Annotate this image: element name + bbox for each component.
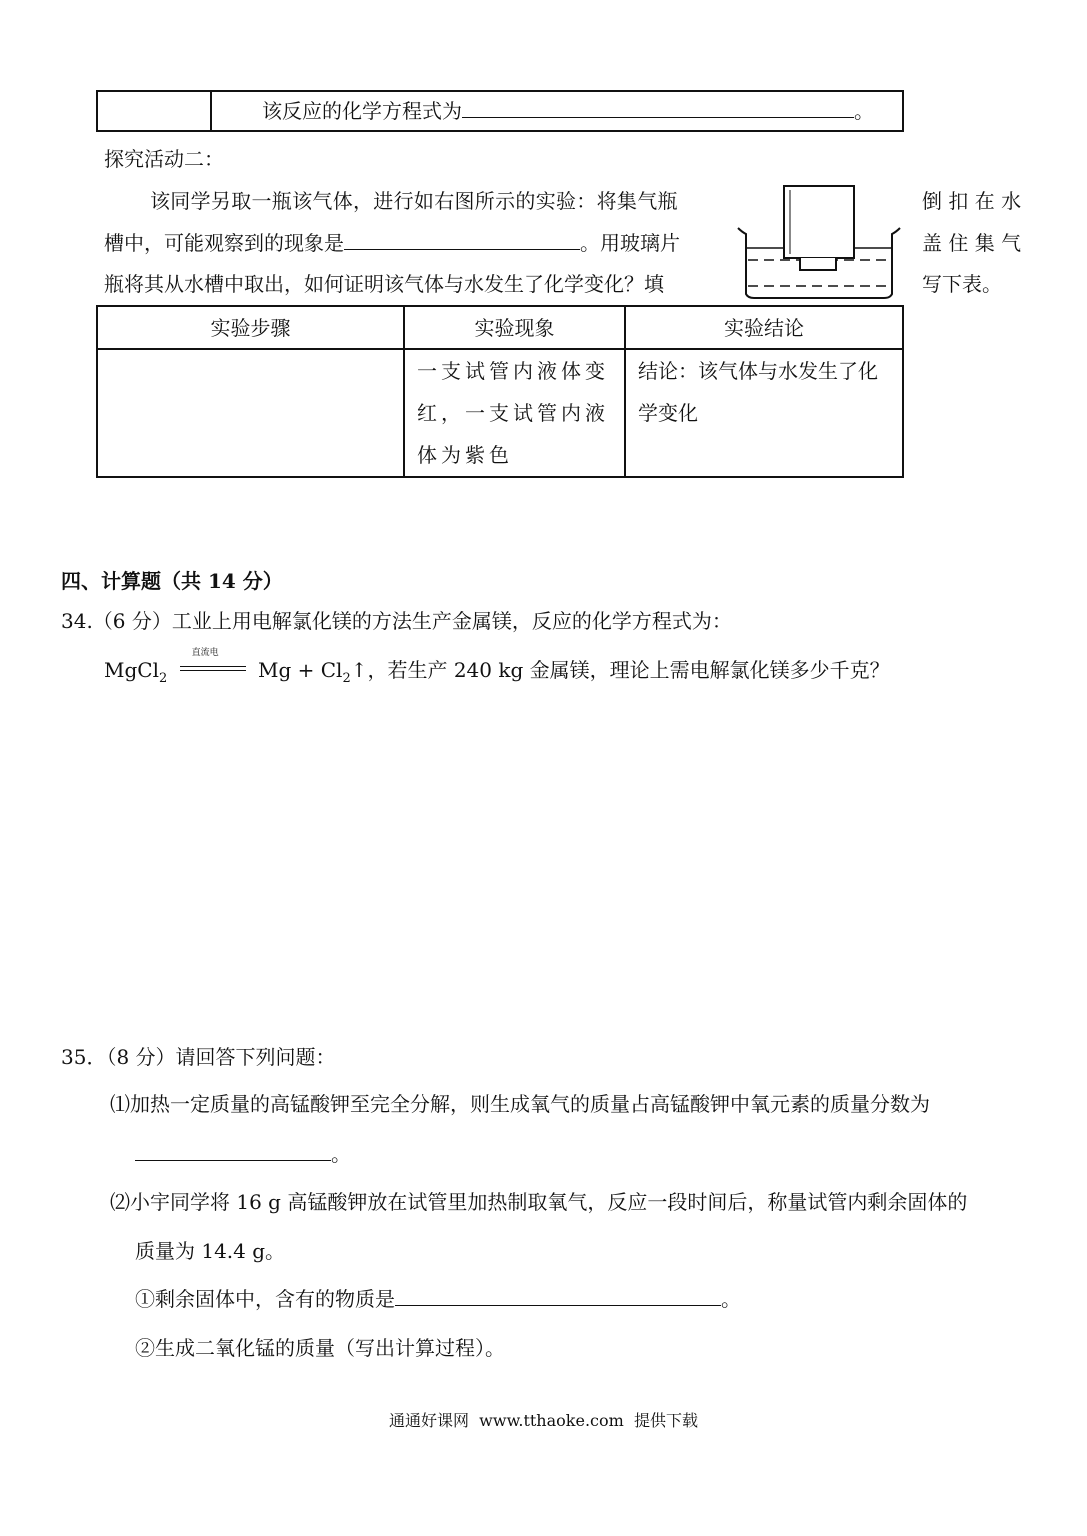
q35-part1: ⑴加热一定质量的高锰酸钾至完全分解，则生成氧气的质量占高锰酸钾中氧元素的质量分数为 bbox=[110, 1092, 930, 1116]
q34-line1: 34.（6 分）工业上用电解氯化镁的方法生产金属镁，反应的化学方程式为： bbox=[61, 609, 732, 633]
header-conclusion: 实验结论 bbox=[625, 306, 903, 349]
activity2-line3: 瓶将其从水槽中取出，如何证明该气体与水发生了化学变化？填 bbox=[104, 272, 664, 296]
q35-line1: 35．（8 分）请回答下列问题： bbox=[61, 1045, 336, 1069]
activity2-line1: 该同学另取一瓶该气体，进行如右图所示的实验：将集气瓶 bbox=[150, 189, 678, 213]
q34-equation: MgCl$_2$ 直流电 $Mg + Cl_2↑$，若生产 240 kg 金属镁，理论上需电解氯化镁多少千克？ bbox=[104, 648, 890, 686]
equation-prompt: 该反应的化学方程式为 bbox=[262, 99, 462, 123]
fraction-blank[interactable] bbox=[135, 1142, 331, 1161]
equation-blank[interactable] bbox=[462, 99, 854, 118]
activity2-title: 探究活动二： bbox=[104, 147, 224, 171]
cell-step[interactable] bbox=[97, 349, 404, 477]
cell-conclusion: 结论：该气体与水发生了化学变化 bbox=[625, 349, 903, 477]
q35-part2-line1: ⑵小宇同学将 16 g 高锰酸钾放在试管里加热制取氧气，反应一段时间后，称量试管内剩余固体的 bbox=[110, 1190, 968, 1214]
gas-jar-trough-diagram bbox=[736, 182, 902, 300]
activity2-line2: 槽中，可能观察到的现象是 。用玻璃片 bbox=[104, 231, 680, 255]
cell-phenomenon: 一支试管内液体变红，一支试管内液体为紫色 bbox=[404, 349, 625, 477]
header-step: 实验步骤 bbox=[97, 306, 404, 349]
q35-part2-line2: 质量为 14.4 g。 bbox=[135, 1239, 286, 1263]
activity2-right3: 写下表。 bbox=[922, 272, 1002, 296]
top-table-right-cell: 该反应的化学方程式为 。 bbox=[211, 91, 903, 131]
substances-blank[interactable] bbox=[395, 1287, 721, 1306]
q35-sub1: ①剩余固体中，含有的物质是 。 bbox=[135, 1287, 741, 1311]
page-footer: 通通好课网 www.tthaoke.com 提供下载 bbox=[389, 1411, 698, 1430]
phenomenon-blank[interactable] bbox=[344, 231, 580, 250]
q35-sub2: ②生成二氧化锰的质量（写出计算过程）。 bbox=[135, 1336, 505, 1360]
top-answer-table bbox=[96, 90, 904, 132]
reaction-condition-arrow: 直流电 bbox=[176, 657, 250, 677]
section-heading: 四、计算题（共 14 分） bbox=[61, 569, 283, 593]
header-phenomenon: 实验现象 bbox=[404, 306, 625, 349]
activity2-right2: 盖 住 集 气 bbox=[922, 231, 1022, 255]
top-table-left-cell bbox=[97, 91, 211, 131]
q35-part1-answer: 。 bbox=[135, 1142, 351, 1166]
activity2-right1: 倒 扣 在 水 bbox=[922, 189, 1022, 213]
experiment-table bbox=[96, 305, 904, 478]
